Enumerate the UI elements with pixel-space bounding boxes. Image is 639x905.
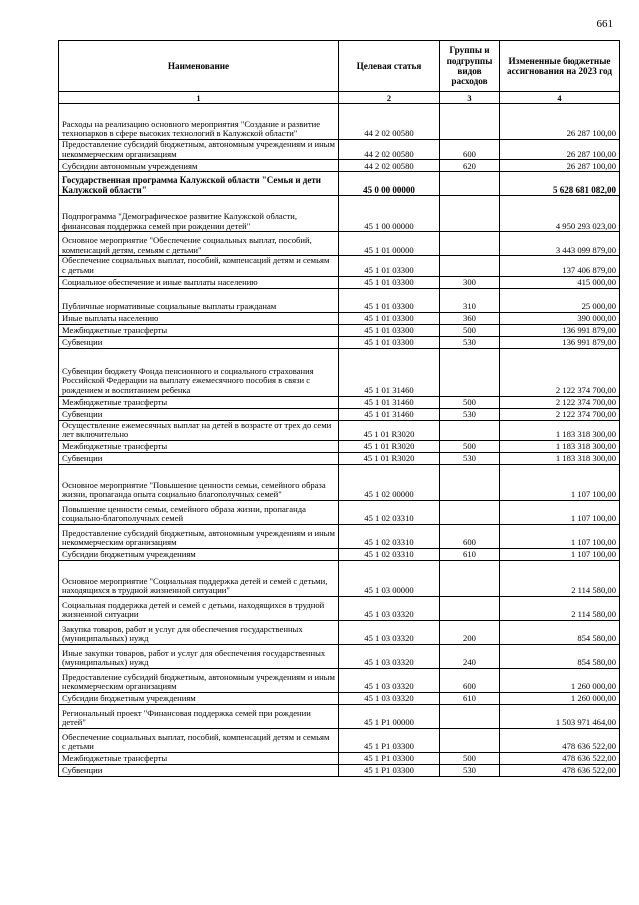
row-name-cell: Субсидии бюджетным учреждениям	[59, 548, 339, 560]
row-name-cell: Расходы на реализацию основного мероприятия "Создание и развитие технопарков в сфере высоких технологий в Калужской области"	[59, 104, 339, 140]
row-group-cell	[440, 104, 500, 140]
row-amount-cell: 478 636 522,00	[500, 728, 620, 752]
row-group-cell: 310	[440, 288, 500, 312]
row-target-code-cell: 45 1 03 03320	[339, 692, 440, 704]
row-name-cell: Публичные нормативные социальные выплаты гражданам	[59, 288, 339, 312]
row-target-code-cell: 45 1 03 03320	[339, 644, 440, 668]
row-group-cell: 530	[440, 336, 500, 348]
row-name-cell: Основное мероприятие "Повышение ценности семьи, семейного образа жизни, пропаганда опыта социально благополучных семей"	[59, 464, 339, 500]
row-name-cell: Государственная программа Калужской области "Семья и дети Калужской области"	[59, 172, 339, 196]
row-group-cell: 600	[440, 524, 500, 548]
table-row	[59, 704, 620, 728]
row-amount-cell: 1 107 100,00	[500, 524, 620, 548]
table-body	[59, 104, 620, 777]
row-target-code-cell: 45 1 01 R3020	[339, 420, 440, 440]
row-group-cell: 600	[440, 140, 500, 160]
row-amount-cell: 4 950 293 023,00	[500, 196, 620, 232]
table-row	[59, 420, 620, 440]
row-amount-cell: 2 122 374 700,00	[500, 396, 620, 408]
table-row	[59, 752, 620, 764]
row-group-cell: 620	[440, 160, 500, 172]
row-name-cell: Социальная поддержка детей и семей с детьми, находящихся в трудной жизненной ситуации	[59, 596, 339, 620]
row-group-cell	[440, 196, 500, 232]
row-group-cell: 500	[440, 752, 500, 764]
row-target-code-cell: 45 1 P1 00000	[339, 704, 440, 728]
table-row	[59, 668, 620, 692]
row-group-cell	[440, 172, 500, 196]
row-group-cell	[440, 728, 500, 752]
row-name-cell: Подпрограмма "Демографическое развитие Калужской области, финансовая поддержка семей при рождении детей"	[59, 196, 339, 232]
table-row	[59, 276, 620, 288]
table-row	[59, 548, 620, 560]
row-amount-cell: 1 107 100,00	[500, 500, 620, 524]
table-row	[59, 160, 620, 172]
row-name-cell: Закупка товаров, работ и услуг для обеспечения государственных (муниципальных) нужд	[59, 620, 339, 644]
row-name-cell: Предоставление субсидий бюджетным, автономным учреждениям и иным некоммерческим организациям	[59, 140, 339, 160]
column-number: 4	[500, 92, 620, 104]
row-target-code-cell: 44 2 02 00580	[339, 160, 440, 172]
row-group-cell: 500	[440, 440, 500, 452]
row-target-code-cell: 45 1 01 03300	[339, 336, 440, 348]
row-target-code-cell: 45 1 02 03310	[339, 524, 440, 548]
row-amount-cell: 1 260 000,00	[500, 668, 620, 692]
row-name-cell: Обеспечение социальных выплат, пособий, компенсаций детям и семьям с детьми	[59, 728, 339, 752]
row-name-cell: Иные выплаты населению	[59, 312, 339, 324]
row-amount-cell: 25 000,00	[500, 288, 620, 312]
row-name-cell: Субвенции	[59, 408, 339, 420]
table-row	[59, 440, 620, 452]
row-amount-cell: 854 580,00	[500, 644, 620, 668]
table-row	[59, 764, 620, 776]
row-amount-cell: 478 636 522,00	[500, 764, 620, 776]
row-name-cell: Основное мероприятие "Социальная поддержка детей и семей с детьми, находящихся в трудной жизненной ситуации"	[59, 560, 339, 596]
row-name-cell: Субвенции	[59, 764, 339, 776]
row-amount-cell: 26 287 100,00	[500, 140, 620, 160]
table-row	[59, 644, 620, 668]
header-target: Целевая статья	[339, 41, 440, 92]
table-row	[59, 524, 620, 548]
row-group-cell: 200	[440, 620, 500, 644]
row-target-code-cell: 45 1 P1 03300	[339, 752, 440, 764]
row-group-cell	[440, 232, 500, 256]
row-target-code-cell: 45 1 01 R3020	[339, 440, 440, 452]
row-target-code-cell: 45 1 01 03300	[339, 276, 440, 288]
row-amount-cell: 2 114 580,00	[500, 560, 620, 596]
row-amount-cell: 137 406 879,00	[500, 256, 620, 276]
header-groups: Группы и подгруппы видов расходов	[440, 41, 500, 92]
row-target-code-cell: 45 1 01 31460	[339, 408, 440, 420]
row-group-cell: 530	[440, 452, 500, 464]
table-row	[59, 560, 620, 596]
row-amount-cell: 415 000,00	[500, 276, 620, 288]
row-group-cell	[440, 560, 500, 596]
column-number: 1	[59, 92, 339, 104]
row-group-cell	[440, 420, 500, 440]
row-group-cell: 530	[440, 408, 500, 420]
row-group-cell	[440, 464, 500, 500]
row-group-cell	[440, 348, 500, 396]
row-name-cell: Предоставление субсидий бюджетным, автономным учреждениям и иным некоммерческим организациям	[59, 668, 339, 692]
table-row	[59, 348, 620, 396]
row-target-code-cell: 45 1 01 00000	[339, 232, 440, 256]
table-row	[59, 232, 620, 256]
table-row	[59, 288, 620, 312]
row-target-code-cell: 45 1 01 03300	[339, 288, 440, 312]
row-target-code-cell: 45 1 01 03300	[339, 256, 440, 276]
table-row	[59, 104, 620, 140]
table-row	[59, 728, 620, 752]
header-row	[59, 41, 620, 92]
row-name-cell: Социальное обеспечение и иные выплаты населению	[59, 276, 339, 288]
row-group-cell	[440, 256, 500, 276]
row-target-code-cell: 45 1 03 03320	[339, 668, 440, 692]
table-row	[59, 196, 620, 232]
table-row	[59, 140, 620, 160]
row-target-code-cell: 45 1 01 31460	[339, 348, 440, 396]
row-target-code-cell: 45 1 01 31460	[339, 396, 440, 408]
row-amount-cell: 5 628 681 082,00	[500, 172, 620, 196]
row-name-cell: Субвенции	[59, 452, 339, 464]
row-name-cell: Межбюджетные трансферты	[59, 324, 339, 336]
row-amount-cell: 1 183 318 300,00	[500, 420, 620, 440]
row-target-code-cell: 45 1 P1 03300	[339, 728, 440, 752]
table-row	[59, 596, 620, 620]
row-amount-cell: 854 580,00	[500, 620, 620, 644]
row-name-cell: Субсидии автономным учреждениям	[59, 160, 339, 172]
row-name-cell: Иные закупки товаров, работ и услуг для обеспечения государственных (муниципальных) нужд	[59, 644, 339, 668]
row-target-code-cell: 45 1 01 03300	[339, 324, 440, 336]
table-row	[59, 172, 620, 196]
table-row	[59, 692, 620, 704]
header-name: Наименование	[59, 41, 339, 92]
row-name-cell: Межбюджетные трансферты	[59, 752, 339, 764]
header-amount: Измененные бюджетные ассигнования на 2023 год	[500, 41, 620, 92]
table-row	[59, 464, 620, 500]
budget-table	[58, 40, 620, 777]
row-amount-cell: 1 107 100,00	[500, 548, 620, 560]
column-number: 2	[339, 92, 440, 104]
row-target-code-cell: 44 2 02 00580	[339, 140, 440, 160]
row-name-cell: Осуществление ежемесячных выплат на детей в возрасте от трех до семи лет включительно	[59, 420, 339, 440]
row-target-code-cell: 45 1 03 00000	[339, 560, 440, 596]
row-name-cell: Субсидии бюджетным учреждениям	[59, 692, 339, 704]
row-group-cell: 300	[440, 276, 500, 288]
row-amount-cell: 1 107 100,00	[500, 464, 620, 500]
row-amount-cell: 136 991 879,00	[500, 324, 620, 336]
table-row	[59, 256, 620, 276]
row-group-cell: 600	[440, 668, 500, 692]
table-row	[59, 324, 620, 336]
row-amount-cell: 1 183 318 300,00	[500, 452, 620, 464]
row-amount-cell: 478 636 522,00	[500, 752, 620, 764]
row-target-code-cell: 45 1 P1 03300	[339, 764, 440, 776]
row-group-cell: 530	[440, 764, 500, 776]
row-amount-cell: 390 000,00	[500, 312, 620, 324]
row-group-cell: 360	[440, 312, 500, 324]
row-name-cell: Повышение ценности семьи, семейного образа жизни, пропаганда социально-благополучных семей	[59, 500, 339, 524]
row-amount-cell: 2 122 374 700,00	[500, 408, 620, 420]
row-target-code-cell: 45 0 00 00000	[339, 172, 440, 196]
row-amount-cell: 1 260 000,00	[500, 692, 620, 704]
row-group-cell	[440, 704, 500, 728]
row-amount-cell: 26 287 100,00	[500, 104, 620, 140]
row-name-cell: Обеспечение социальных выплат, пособий, компенсаций детям и семьям с детьми	[59, 256, 339, 276]
row-group-cell	[440, 500, 500, 524]
table-row	[59, 336, 620, 348]
row-name-cell: Предоставление субсидий бюджетным, автономным учреждениям и иным некоммерческим организациям	[59, 524, 339, 548]
row-target-code-cell: 45 1 03 03320	[339, 596, 440, 620]
row-name-cell: Субвенции бюджету Фонда пенсионного и социального страхования Российской Федерации на выплату ежемесячного пособия в связи с рождением и воспитанием ребенка	[59, 348, 339, 396]
row-group-cell: 240	[440, 644, 500, 668]
row-group-cell: 500	[440, 324, 500, 336]
row-group-cell: 610	[440, 692, 500, 704]
row-amount-cell: 2 114 580,00	[500, 596, 620, 620]
table-row	[59, 396, 620, 408]
table-row	[59, 408, 620, 420]
row-name-cell: Региональный проект "Финансовая поддержка семей при рождении детей"	[59, 704, 339, 728]
row-name-cell: Субвенции	[59, 336, 339, 348]
row-group-cell: 500	[440, 396, 500, 408]
row-amount-cell: 1 503 971 464,00	[500, 704, 620, 728]
row-group-cell: 610	[440, 548, 500, 560]
row-amount-cell: 26 287 100,00	[500, 160, 620, 172]
row-target-code-cell: 45 1 02 00000	[339, 464, 440, 500]
column-number-row	[59, 92, 620, 104]
row-group-cell	[440, 596, 500, 620]
row-target-code-cell: 45 1 00 00000	[339, 196, 440, 232]
table-row	[59, 500, 620, 524]
row-target-code-cell: 45 1 02 03310	[339, 548, 440, 560]
row-target-code-cell: 45 1 01 03300	[339, 312, 440, 324]
table-row	[59, 620, 620, 644]
row-name-cell: Межбюджетные трансферты	[59, 396, 339, 408]
row-target-code-cell: 44 2 02 00580	[339, 104, 440, 140]
row-amount-cell: 2 122 374 700,00	[500, 348, 620, 396]
page-number: 661	[596, 18, 613, 30]
row-name-cell: Межбюджетные трансферты	[59, 440, 339, 452]
row-amount-cell: 1 183 318 300,00	[500, 440, 620, 452]
row-amount-cell: 136 991 879,00	[500, 336, 620, 348]
row-target-code-cell: 45 1 03 03320	[339, 620, 440, 644]
row-target-code-cell: 45 1 01 R3020	[339, 452, 440, 464]
row-amount-cell: 3 443 099 879,00	[500, 232, 620, 256]
row-name-cell: Основное мероприятие "Обеспечение социальных выплат, пособий, компенсаций детям, семьям с детьми"	[59, 232, 339, 256]
row-target-code-cell: 45 1 02 03310	[339, 500, 440, 524]
table-row	[59, 312, 620, 324]
column-number: 3	[440, 92, 500, 104]
table-row	[59, 452, 620, 464]
